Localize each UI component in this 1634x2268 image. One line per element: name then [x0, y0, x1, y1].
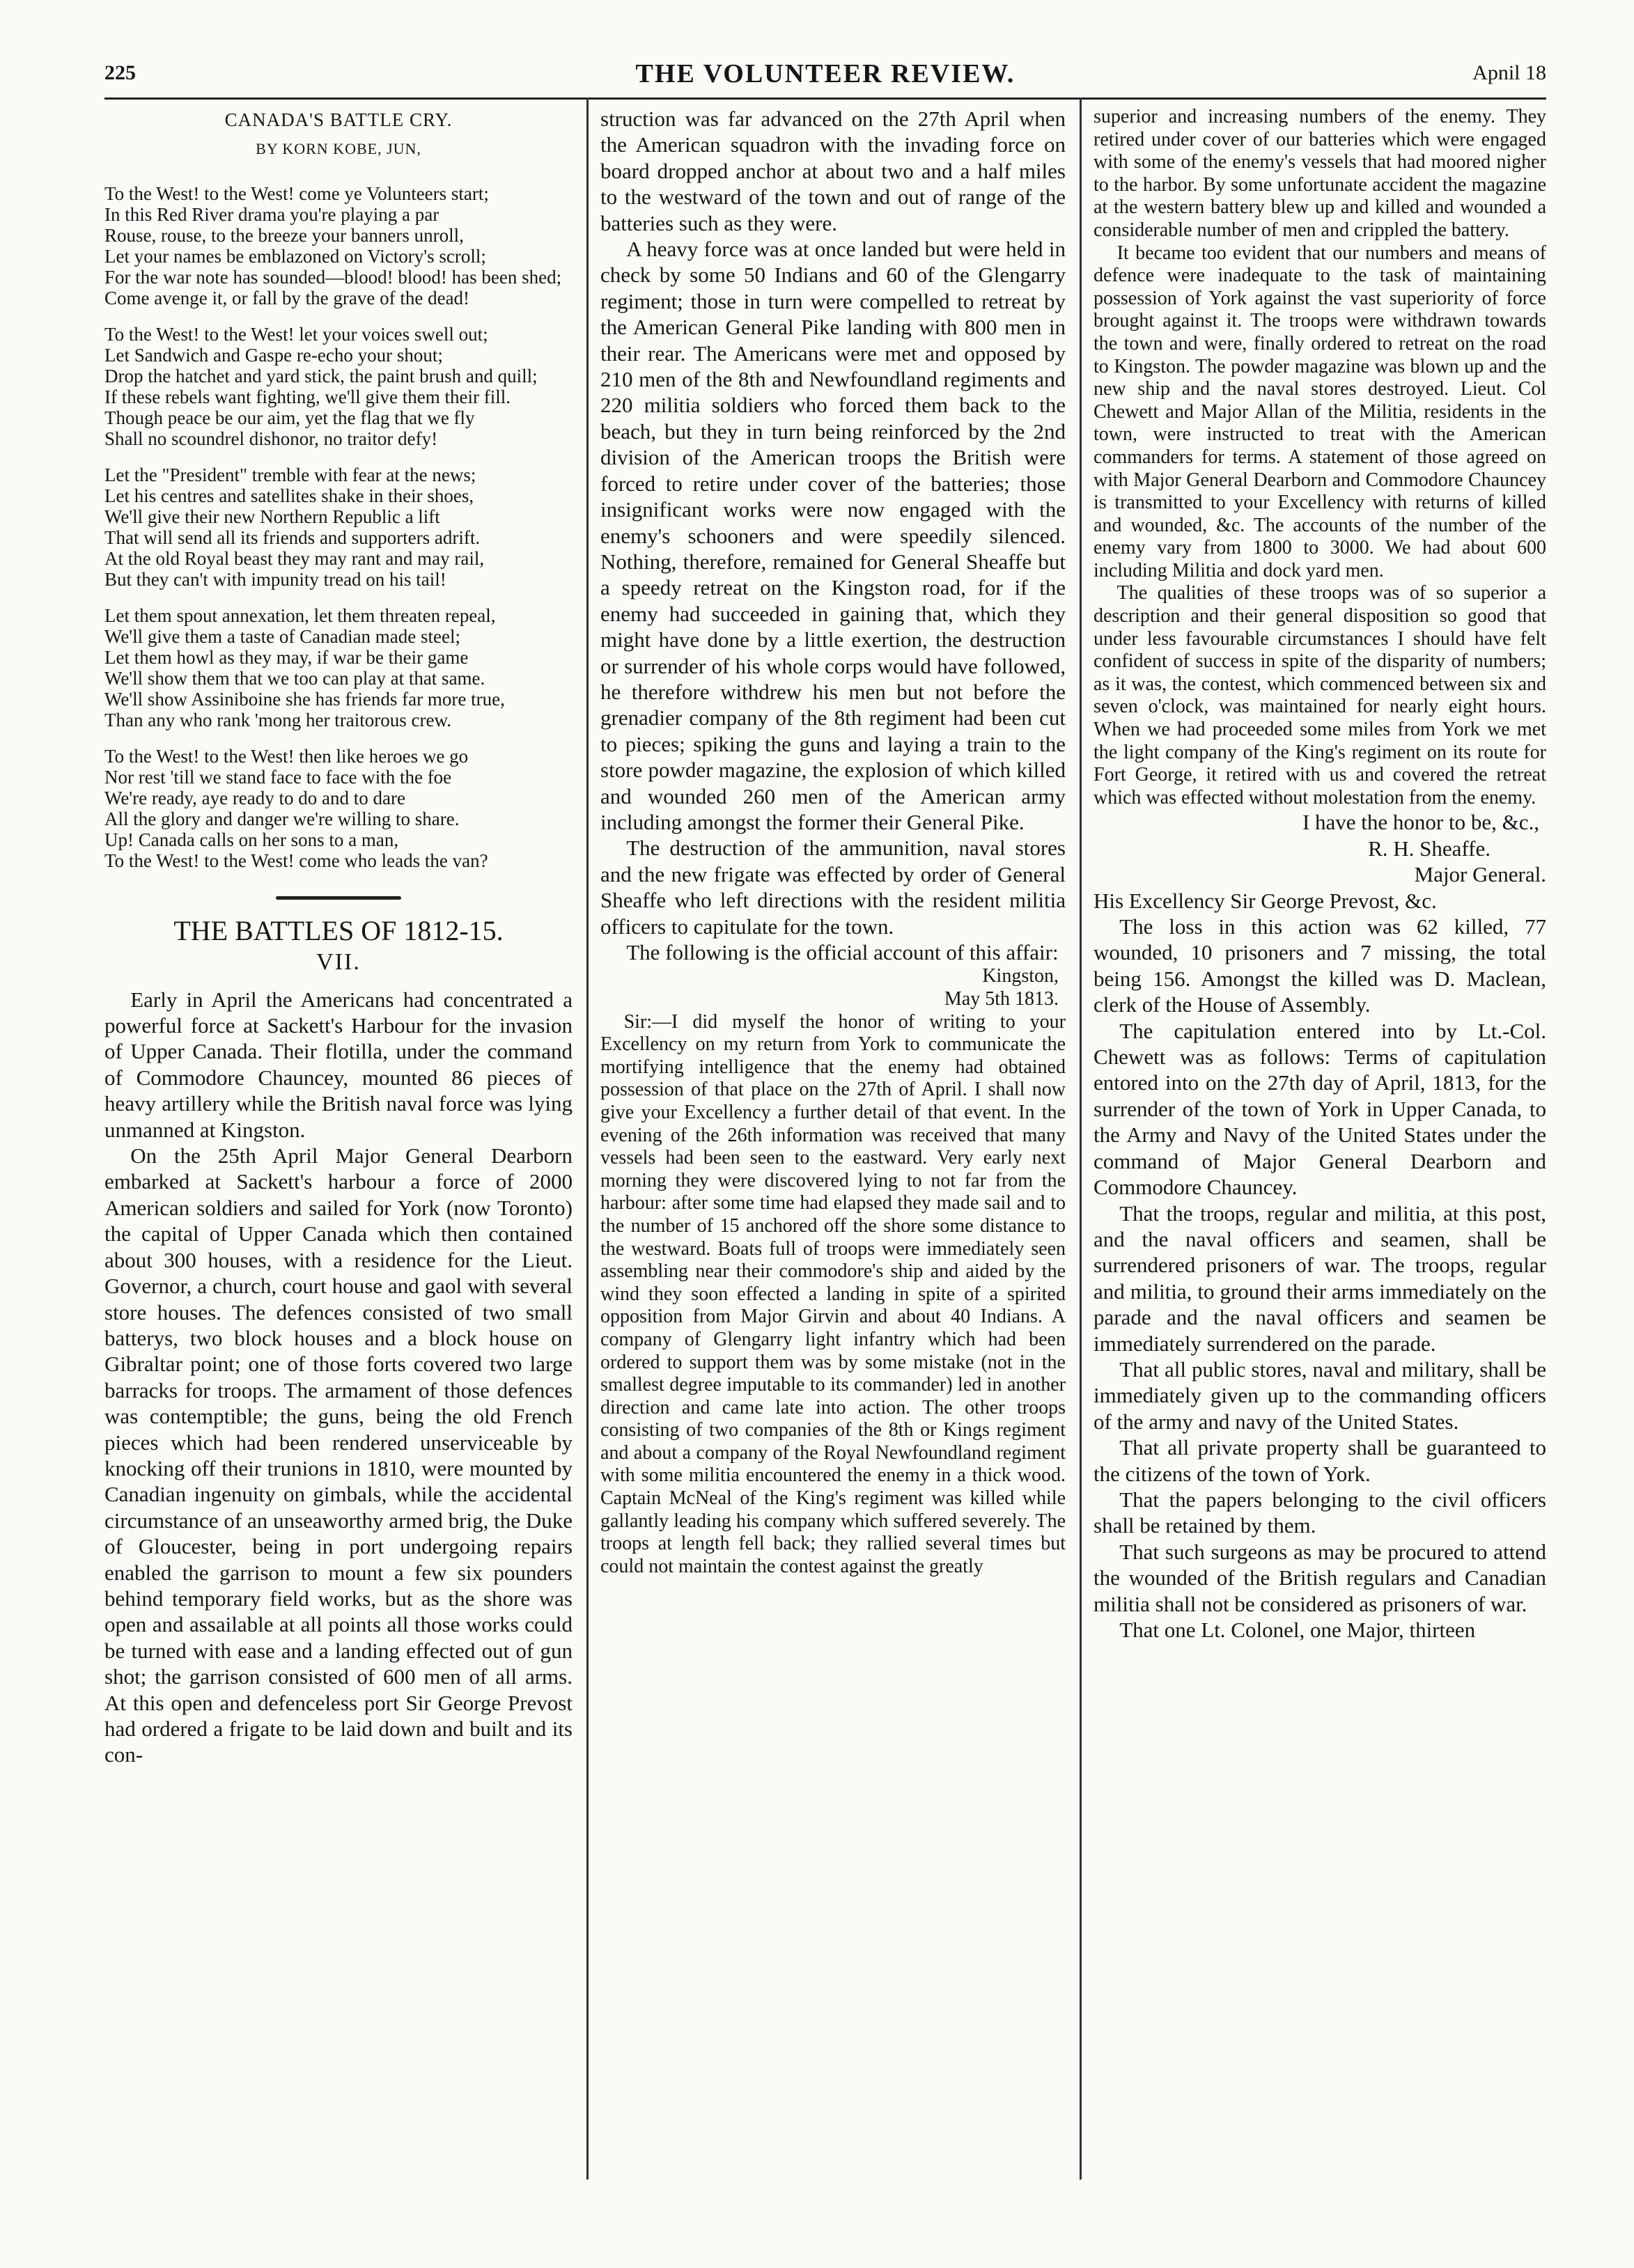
poem-line: Let them spout annexation, let them threaten repeal, — [104, 604, 496, 626]
letter-paragraph: superior and increasing numbers of the enemy. They retired under cover of our batteries which were engaged with some of the enemy's vessels that had moored nigher to the harbor. By some unfortunate accident the magazine at the western battery blew up and killed and wounded a considerable number of men and crippled the battery. — [1094, 106, 1546, 241]
article-body-col1 — [104, 987, 573, 1768]
letter-dateline-place: Kingston, — [982, 965, 1059, 987]
letter-closing: I have the honor to be, &c., — [1302, 810, 1539, 835]
poem-line: Nor rest 'till we stand face to face with the foe — [104, 766, 452, 788]
poem-line: All the glory and danger we're willing to share. — [104, 808, 460, 829]
poem-line: Up! Canada calls on her sons to a man, — [104, 829, 399, 850]
section-number: VII. — [316, 949, 361, 976]
letter-rank: Major General. — [1414, 862, 1546, 887]
letter-paragraph: It became too evident that our numbers and means of defence were inadequate to the task of maintaining possession of York against the vast superiority of force brought against it. The troops were withdrawn towards the town and were, finally ordered to retreat on the road to Kingston. The powder magazine was blown up and the new ship and the naval stores destroyed. Lieut. Col Chewett and Major Allan of the Militia, residents in the town, were instructed to treat with the American commanders for terms. A statement of those agreed on with Major General Dearborn and Commodore Chauncey is transmitted to your Excellency with returns of killed and wounded, &c. The accounts of the number of the enemy vary from 1800 to 3000. We had about 600 including Militia and dock yard men. — [1094, 242, 1546, 581]
poem-line: We're ready, aye ready to do and to dare — [104, 787, 405, 808]
article-paragraph: That the papers belonging to the civil officers shall be retained by them. — [1094, 1487, 1546, 1538]
letter-signature: R. H. Sheaffe. — [1368, 836, 1491, 861]
issue-date: Apnil 18 — [1472, 61, 1546, 84]
poem-body — [104, 183, 573, 871]
poem-line: For the war note has sounded—blood! blood! has been shed; — [104, 266, 562, 288]
poem-line: That will send all its friends and supporters adrift. — [104, 526, 481, 548]
poem-line: We'll give them a taste of Canadian made steel; — [104, 625, 461, 647]
poem-line: Let them howl as they may, if war be their game — [104, 646, 469, 668]
letter-paragraph: Sir:—I did myself the honor of writing to your Excellency on my return from York to communicate the mortifying intelligence that the enemy had obtained possession of that place on the 27th of April. I shall now give your Excellency a further detail of that event. In the evening of the 26th information was received that many vessels had been seen to the eastward. Very early next morning they were discovered lying to not far from the harbour: after some time had elapsed they made sail and to the number of 15 anchored off the shore some distance to the westward. Boats full of troops were immediately seen assembling near their commodore's ship and aided by the wind they soon effected a landing in spite of a spirited opposition from Major Girvin and about 40 Indians. A company of Glengarry light infantry which had been ordered to support them was by some mistake (not in the smallest degree imputable to its commander) led in another direction and came late into action. The other troops consisting of two companies of the 8th or Kings regiment and about a company of the Royal Newfoundland regiment with some militia encountered the enemy in a thick wood. Captain McNeal of the King's regiment was killed while gallantly leading his company which suffered severely. The troops at length fell back; they rallied several times but could not maintain the contest against the greatly — [600, 1010, 1066, 1577]
article-paragraph: That the troops, regular and militia, at this post, and the naval officers and seamen, shall be surrendered prisoners of war. The troops, regular and militia, to ground their arms immediately on the parade and the naval officers and seamen be immediately surrendered on the parade. — [1094, 1201, 1546, 1356]
poem-line: Than any who rank 'mong her traitorous crew. — [104, 709, 451, 730]
article-paragraph: The destruction of the ammunition, naval stores and the new frigate was effected by order of General Sheaffe who left directions with the resident militia officers to capitulate for the town. — [600, 836, 1066, 939]
poem-line: In this Red River drama you're playing a par — [104, 203, 439, 225]
poem-title: CANADA'S BATTLE CRY. — [224, 109, 453, 130]
poem-line: To the West! to the West! let your voices swell out; — [104, 323, 488, 345]
poem-line: Come avenge it, or fall by the grave of the dead! — [104, 287, 470, 308]
poem-line: Let your names be emblazoned on Victory's scroll; — [104, 245, 486, 267]
poem-line: Shall no scoundrel dishonor, no traitor defy! — [104, 428, 438, 449]
poem-stanza — [104, 324, 573, 449]
header-rule — [104, 97, 1546, 100]
column-rule-2 — [1080, 97, 1082, 2180]
publication-title: THE VOLUNTEER REVIEW. — [635, 59, 1016, 88]
poem-line: Though peace be our aim, yet the flag that we fly — [104, 407, 475, 428]
article-paragraph: That all public stores, naval and military, shall be immediately given up to the commanding officers of the army and navy of the United States. — [1094, 1356, 1546, 1434]
poem-stanza — [104, 746, 573, 871]
poem-line: But they can't with impunity tread on his tail! — [104, 568, 446, 590]
poem-line: Rouse, rouse, to the breeze your banners unroll, — [104, 224, 464, 246]
article-paragraph: The capitulation entered into by Lt.-Col. Chewett was as follows: Terms of capitulation entored into on the 27th day of April, 1813, for the surrender of the town of York in Upper Canada, to the Army and Navy of the United States under the command of Major General Dearborn and Commodore Chauncey. — [1094, 1018, 1546, 1200]
article-paragraph: struction was far advanced on the 27th April when the American squadron with the invading force on board dropped anchor at about two and a half miles to the westward of the town and out of range of the batteries such as they were. — [600, 107, 1066, 235]
poem-line: To the West! to the West! come ye Volunteers start; — [104, 182, 489, 204]
letter-paragraph: The qualities of these troops was of so superior a description and their general disposition so good that under less favourable circumstances I should have felt confident of success in spite of the disparity of numbers; as it was, the contest, which commenced between six and seven o'clock, was maintained for nearly eight hours. When we had proceeded some miles from York we met the light company of the King's regiment on its route for Fort George, it retired with us and covered the retreat which was effected without molestation from the enemy. — [1094, 582, 1546, 808]
column-3 — [1094, 106, 1546, 2188]
poem-line: To the West! to the West! come who leads the van? — [104, 850, 488, 871]
column-1 — [104, 106, 573, 2188]
poem-line: Drop the hatchet and yard stick, the paint brush and quill; — [104, 365, 538, 386]
article-paragraph: Early in April the Americans had concentrated a powerful force at Sackett's Harbour for the invasion of Upper Canada. Their flotilla, under the command of Commodore Chauncey, mounted 86 pieces of heavy artillery while the British naval force was lying unmanned at Kingston. — [104, 987, 573, 1142]
letter-dateline-date: May 5th 1813. — [944, 988, 1059, 1010]
article-body-col2 — [600, 106, 1066, 965]
page-number: 225 — [104, 61, 136, 84]
poem-line: Let his centres and satellites shake in their shoes, — [104, 485, 474, 506]
poem-line: At the old Royal beast they may rant and may rail, — [104, 547, 485, 569]
column-rule-1 — [586, 97, 589, 2180]
article-paragraph: The following is the official account of this affair: — [626, 940, 1059, 964]
poem-line: Let the "President" tremble with fear at the news; — [104, 464, 476, 485]
article-body-col3 — [1094, 914, 1546, 1643]
poem-author: BY KORN KOBE, JUN, — [256, 140, 421, 158]
poem-stanza — [104, 183, 573, 308]
page-header — [104, 58, 1546, 93]
article-paragraph: That one Lt. Colonel, one Major, thirteen — [1119, 1618, 1476, 1642]
article-paragraph: That all private property shall be guaranteed to the citizens of the town of York. — [1094, 1435, 1546, 1486]
article-paragraph: On the 25th April Major General Dearborn embarked at Sackett's harbour a force of 2000 American soldiers and sailed for York (now Toronto) the capital of Upper Canada which then contained about 300 houses, with a residence for the Lieut. Governor, a church, court house and gaol with several store houses. The defences consisted of two small batterys, two block houses and a block house on Gibraltar point; one of those forts covered two large barracks for troops. The armament of those defences was contemptible; the guns, being the old French pieces which had been rendered unserviceable by knocking off their trunions in 1810, were mounted by Canadian ingenuity on gimbals, while the accidental circumstance of an unseaworthy armed brig, the Duke of Gloucester, being in port undergoing repairs enabled the garrison to mount a few six pounders behind temporary field works, but as the shore was open and assailable at all points all those works could be turned with ease and a landing effected out of gun shot; the garrison consisted of 600 men of all arms. At this open and defenceless port Sir George Prevost had ordered a frigate to be laid down and built and its con- — [104, 1143, 573, 1767]
poem-line: We'll show them that we too can play at that same. — [104, 667, 485, 689]
article-paragraph: A heavy force was at once landed but were held in check by some 50 Indians and 60 of the Glengarry regiment; those in turn were compelled to retreat by the American General Pike landing with 800 men in their rear. The Americans were met and opposed by 210 men of the 8th and Newfoundland regiments and 220 militia soldiers who forced them back to the beach, but they in turn being reinforced by the 2nd division of the American troops the British were forced to retire under cover of the batteries; those insignificant works were now engaged with the enemy's schooners and were speedily silenced. Nothing, therefore, remained for General Sheaffe but a speedy retreat on the Kingston road, for if the enemy had succeeded in gaining that, which they might have done by a little exertion, the destruction or surrender of his whole corps would have followed, he therefore withdrew his men but not before the grenadier company of the 8th regiment had been cut to pieces; spiking the guns and laying a train to the store powder magazine, the explosion of which killed and wounded 260 men of the American army including amongst the former their General Pike. — [600, 237, 1066, 834]
column-2 — [600, 106, 1066, 2188]
article-paragraph: That such surgeons as may be procured to attend the wounded of the British regulars and Canadian militia shall not be considered as prisoners of war. — [1094, 1539, 1546, 1616]
poem-line: We'll give their new Northern Republic a lift — [104, 506, 440, 527]
poem-line: Let Sandwich and Gaspe re-echo your shout; — [104, 344, 443, 366]
section-divider — [276, 896, 401, 900]
poem-stanza — [104, 464, 573, 590]
article-paragraph: The loss in this action was 62 killed, 77 wounded, 10 prisoners and 7 missing, the total being 156. Amongst the killed was D. Maclean, clerk of the House of Assembly. — [1094, 914, 1546, 1017]
poem-line: To the West! to the West! then like heroes we go — [104, 745, 469, 767]
poem-line: We'll show Assiniboine she has friends far more true, — [104, 688, 505, 710]
letter-addressee: His Excellency Sir George Prevost, &c. — [1094, 888, 1437, 913]
section-title: THE BATTLES OF 1812-15. — [173, 914, 504, 946]
poem-stanza — [104, 605, 573, 730]
poem-line: If these rebels want fighting, we'll give them their fill. — [104, 386, 511, 407]
